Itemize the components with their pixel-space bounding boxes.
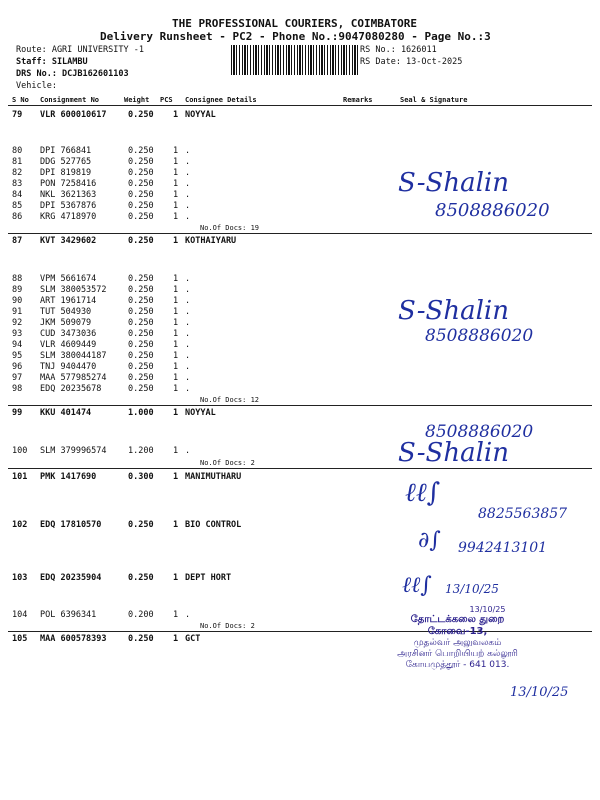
row-weight: 0.250 (128, 340, 154, 350)
signature-phone: 8508886020 (425, 422, 534, 442)
row-consignee: . (185, 190, 191, 200)
row-consignee: . (185, 384, 191, 394)
row-sno: 88 (12, 274, 23, 284)
row-consignee: . (185, 340, 191, 350)
row-sno: 102 (12, 520, 28, 530)
row-pcs: 1 (173, 446, 179, 456)
signature-scribble: ∂∫ (418, 528, 441, 553)
table-row (0, 146, 600, 157)
row-consignment: ART 1961714 (40, 296, 97, 306)
row-consignment: CUD 3473036 (40, 329, 97, 339)
row-consignment: VPM 5661674 (40, 274, 97, 284)
staff-label: Staff: SILAMBU (16, 57, 88, 67)
row-sno: 82 (12, 168, 23, 178)
row-weight: 0.250 (128, 212, 154, 222)
row-sno: 100 (12, 446, 28, 456)
docs-count: No.Of Docs: 19 (200, 224, 260, 232)
row-pcs: 1 (173, 157, 179, 167)
row-sno: 95 (12, 351, 23, 361)
table-row (0, 179, 600, 190)
col-seal-signature: Seal & Signature (400, 96, 468, 104)
row-weight: 0.250 (128, 351, 154, 361)
row-pcs: 1 (173, 520, 179, 530)
row-consignee: NOYYAL (185, 110, 216, 120)
row-pcs: 1 (173, 340, 179, 350)
signature-phone: 8508886020 (425, 326, 534, 346)
row-weight: 1.200 (128, 446, 154, 456)
row-sno: 80 (12, 146, 23, 156)
row-sno: 81 (12, 157, 23, 167)
row-consignment: JKM 509079 (40, 318, 92, 328)
row-consignee: . (185, 201, 191, 211)
row-weight: 0.250 (128, 146, 154, 156)
table-row (0, 573, 600, 584)
row-consignee: . (185, 179, 191, 189)
col-consignee: Consignee Details (185, 96, 257, 104)
row-weight: 0.250 (128, 318, 154, 328)
row-sno: 91 (12, 307, 23, 317)
row-consignment: SLM 379996574 (40, 446, 107, 456)
row-consignment: VLR 600010617 (40, 110, 107, 120)
page-title: THE PROFESSIONAL COURIERS, COIMBATORE (172, 17, 418, 30)
row-consignment: KRG 4718970 (40, 212, 97, 222)
row-pcs: 1 (173, 307, 179, 317)
row-sno: 104 (12, 610, 28, 620)
row-pcs: 1 (173, 318, 179, 328)
row-consignee: . (185, 146, 191, 156)
row-consignee: . (185, 168, 191, 178)
signature-phone: 8825563857 (478, 506, 568, 522)
docs-count: No.Of Docs: 2 (200, 622, 255, 630)
row-consignment: EDQ 20235904 (40, 573, 102, 583)
drs-number: DRS No.: DCJB162601103 (16, 69, 129, 79)
seal-line: அரசினர் பொறியியற் கல்லூரி (397, 649, 518, 659)
row-weight: 0.300 (128, 472, 154, 482)
row-sno: 84 (12, 190, 23, 200)
header-rule (8, 105, 592, 106)
col-pcs: PCS (160, 96, 173, 104)
vehicle-label: Vehicle: (16, 81, 57, 91)
row-sno: 97 (12, 373, 23, 383)
row-consignment: EDQ 20235678 (40, 384, 102, 394)
row-consignee: . (185, 610, 191, 620)
row-consignee: DEPT HORT (185, 573, 232, 583)
row-weight: 0.250 (128, 373, 154, 383)
row-weight: 0.250 (128, 168, 154, 178)
signature-scribble: ℓℓ∫ (405, 478, 441, 508)
row-pcs: 1 (173, 373, 179, 383)
row-pcs: 1 (173, 351, 179, 361)
row-sno: 85 (12, 201, 23, 211)
group-rule (8, 233, 592, 234)
row-consignee: . (185, 274, 191, 284)
seal-line: கோவை-13, (427, 626, 488, 637)
rs-date: RS Date: 13-Oct-2025 (360, 57, 463, 67)
row-weight: 0.250 (128, 274, 154, 284)
table-row (0, 236, 600, 247)
seal-line: தோட்டக்கலை துறை (410, 614, 505, 625)
row-weight: 0.250 (128, 190, 154, 200)
row-sno: 86 (12, 212, 23, 222)
col-sno: S No (12, 96, 29, 104)
row-pcs: 1 (173, 285, 179, 295)
row-consignment: KKU 401474 (40, 408, 92, 418)
row-consignee: . (185, 373, 191, 383)
row-consignment: DPI 5367876 (40, 201, 97, 211)
signature-phone: 9942413101 (458, 540, 548, 556)
row-weight: 0.250 (128, 307, 154, 317)
row-consignee: . (185, 329, 191, 339)
row-consignee: . (185, 296, 191, 306)
table-row (0, 110, 600, 121)
row-sno: 94 (12, 340, 23, 350)
row-sno: 83 (12, 179, 23, 189)
row-pcs: 1 (173, 329, 179, 339)
row-pcs: 1 (173, 384, 179, 394)
row-sno: 99 (12, 408, 23, 418)
row-consignee: . (185, 285, 191, 295)
barcode (231, 45, 358, 75)
signature-name: S-Shalin (398, 438, 509, 468)
row-consignment: TNJ 9404470 (40, 362, 97, 372)
group-rule (8, 405, 592, 406)
row-weight: 0.250 (128, 296, 154, 306)
row-pcs: 1 (173, 274, 179, 284)
table-row (0, 384, 600, 395)
row-pcs: 1 (173, 236, 179, 246)
row-consignment: DPI 819819 (40, 168, 92, 178)
row-consignee: . (185, 307, 191, 317)
row-consignment: POL 6396341 (40, 610, 97, 620)
table-row (0, 373, 600, 384)
row-weight: 1.000 (128, 408, 154, 418)
row-consignee: . (185, 212, 191, 222)
row-consignment: PON 7258416 (40, 179, 97, 189)
row-weight: 0.250 (128, 329, 154, 339)
row-pcs: 1 (173, 408, 179, 418)
row-consignment: DPI 766841 (40, 146, 92, 156)
row-weight: 0.250 (128, 362, 154, 372)
table-row (0, 285, 600, 296)
docs-count: No.Of Docs: 2 (200, 459, 255, 467)
row-consignee: KOTHAIYARU (185, 236, 237, 246)
row-weight: 0.250 (128, 201, 154, 211)
row-pcs: 1 (173, 573, 179, 583)
seal-line: முதல்வர் அலுவலகம் (413, 638, 502, 648)
row-pcs: 1 (173, 201, 179, 211)
row-weight: 0.250 (128, 384, 154, 394)
table-row (0, 307, 600, 318)
docs-count: No.Of Docs: 12 (200, 396, 260, 404)
table-row (0, 362, 600, 373)
group-rule (8, 468, 592, 469)
row-sno: 105 (12, 634, 28, 644)
row-consignment: MAA 600578393 (40, 634, 107, 644)
seal-line: கோயமுத்தூர் - 641 013. (405, 660, 510, 670)
row-pcs: 1 (173, 179, 179, 189)
route-label: Route: AGRI UNIVERSITY -1 (16, 45, 144, 55)
row-weight: 0.200 (128, 610, 154, 620)
row-pcs: 1 (173, 472, 179, 482)
row-pcs: 1 (173, 168, 179, 178)
col-weight: Weight (124, 96, 150, 104)
rs-number: RS No.: 1626011 (360, 45, 437, 55)
row-pcs: 1 (173, 634, 179, 644)
table-row (0, 472, 600, 483)
signature-name: S-Shalin (398, 168, 509, 198)
row-sno: 96 (12, 362, 23, 372)
row-consignee: MANIMUTHARU (185, 472, 242, 482)
row-weight: 0.250 (128, 179, 154, 189)
row-sno: 101 (12, 472, 28, 482)
row-sno: 87 (12, 236, 23, 246)
row-consignment: PMK 1417690 (40, 472, 97, 482)
signature-scribble: ℓℓ∫ (402, 573, 432, 598)
table-row (0, 274, 600, 285)
row-consignment: MAA 577985274 (40, 373, 107, 383)
row-pcs: 1 (173, 362, 179, 372)
row-weight: 0.250 (128, 634, 154, 644)
row-weight: 0.250 (128, 236, 154, 246)
signature-phone: 8508886020 (435, 200, 550, 221)
row-sno: 93 (12, 329, 23, 339)
row-weight: 0.250 (128, 157, 154, 167)
row-consignment: SLM 380044187 (40, 351, 107, 361)
row-consignment: SLM 380053572 (40, 285, 107, 295)
row-pcs: 1 (173, 610, 179, 620)
row-sno: 90 (12, 296, 23, 306)
row-consignment: EDQ 17810570 (40, 520, 102, 530)
signature-date: 13/10/25 (510, 685, 569, 700)
row-sno: 92 (12, 318, 23, 328)
row-consignment: NKL 3621363 (40, 190, 97, 200)
row-consignee: BIO CONTROL (185, 520, 242, 530)
row-consignee: . (185, 318, 191, 328)
col-consignment: Consignment No (40, 96, 100, 104)
row-consignee: . (185, 446, 191, 456)
table-row (0, 408, 600, 419)
row-weight: 0.250 (128, 573, 154, 583)
col-remarks: Remarks (343, 96, 373, 104)
table-row (0, 351, 600, 362)
table-row (0, 446, 600, 457)
signature-name: S-Shalin (398, 296, 509, 326)
row-pcs: 1 (173, 296, 179, 306)
row-consignee: . (185, 362, 191, 372)
row-consignment: VLR 4609449 (40, 340, 97, 350)
table-row (0, 296, 600, 307)
row-weight: 0.250 (128, 110, 154, 120)
row-sno: 103 (12, 573, 28, 583)
table-row (0, 168, 600, 179)
signature-date: 13/10/25 (445, 582, 499, 596)
row-sno: 89 (12, 285, 23, 295)
official-seal (365, 605, 550, 671)
row-weight: 0.250 (128, 285, 154, 295)
row-consignee: NOYYAL (185, 408, 216, 418)
row-sno: 98 (12, 384, 23, 394)
row-weight: 0.250 (128, 520, 154, 530)
row-consignment: TUT 504930 (40, 307, 92, 317)
seal-date: 13/10/25 (469, 605, 506, 614)
row-consignment: KVT 3429602 (40, 236, 97, 246)
row-consignment: DDG 527765 (40, 157, 92, 167)
row-consignee: . (185, 351, 191, 361)
row-consignee: . (185, 157, 191, 167)
row-sno: 79 (12, 110, 23, 120)
row-consignee: GCT (185, 634, 201, 644)
page-subtitle: Delivery Runsheet - PC2 - Phone No.:9047080280 - Page No.:3 (100, 30, 491, 43)
row-pcs: 1 (173, 110, 179, 120)
row-pcs: 1 (173, 146, 179, 156)
table-row (0, 157, 600, 168)
row-pcs: 1 (173, 190, 179, 200)
row-pcs: 1 (173, 212, 179, 222)
